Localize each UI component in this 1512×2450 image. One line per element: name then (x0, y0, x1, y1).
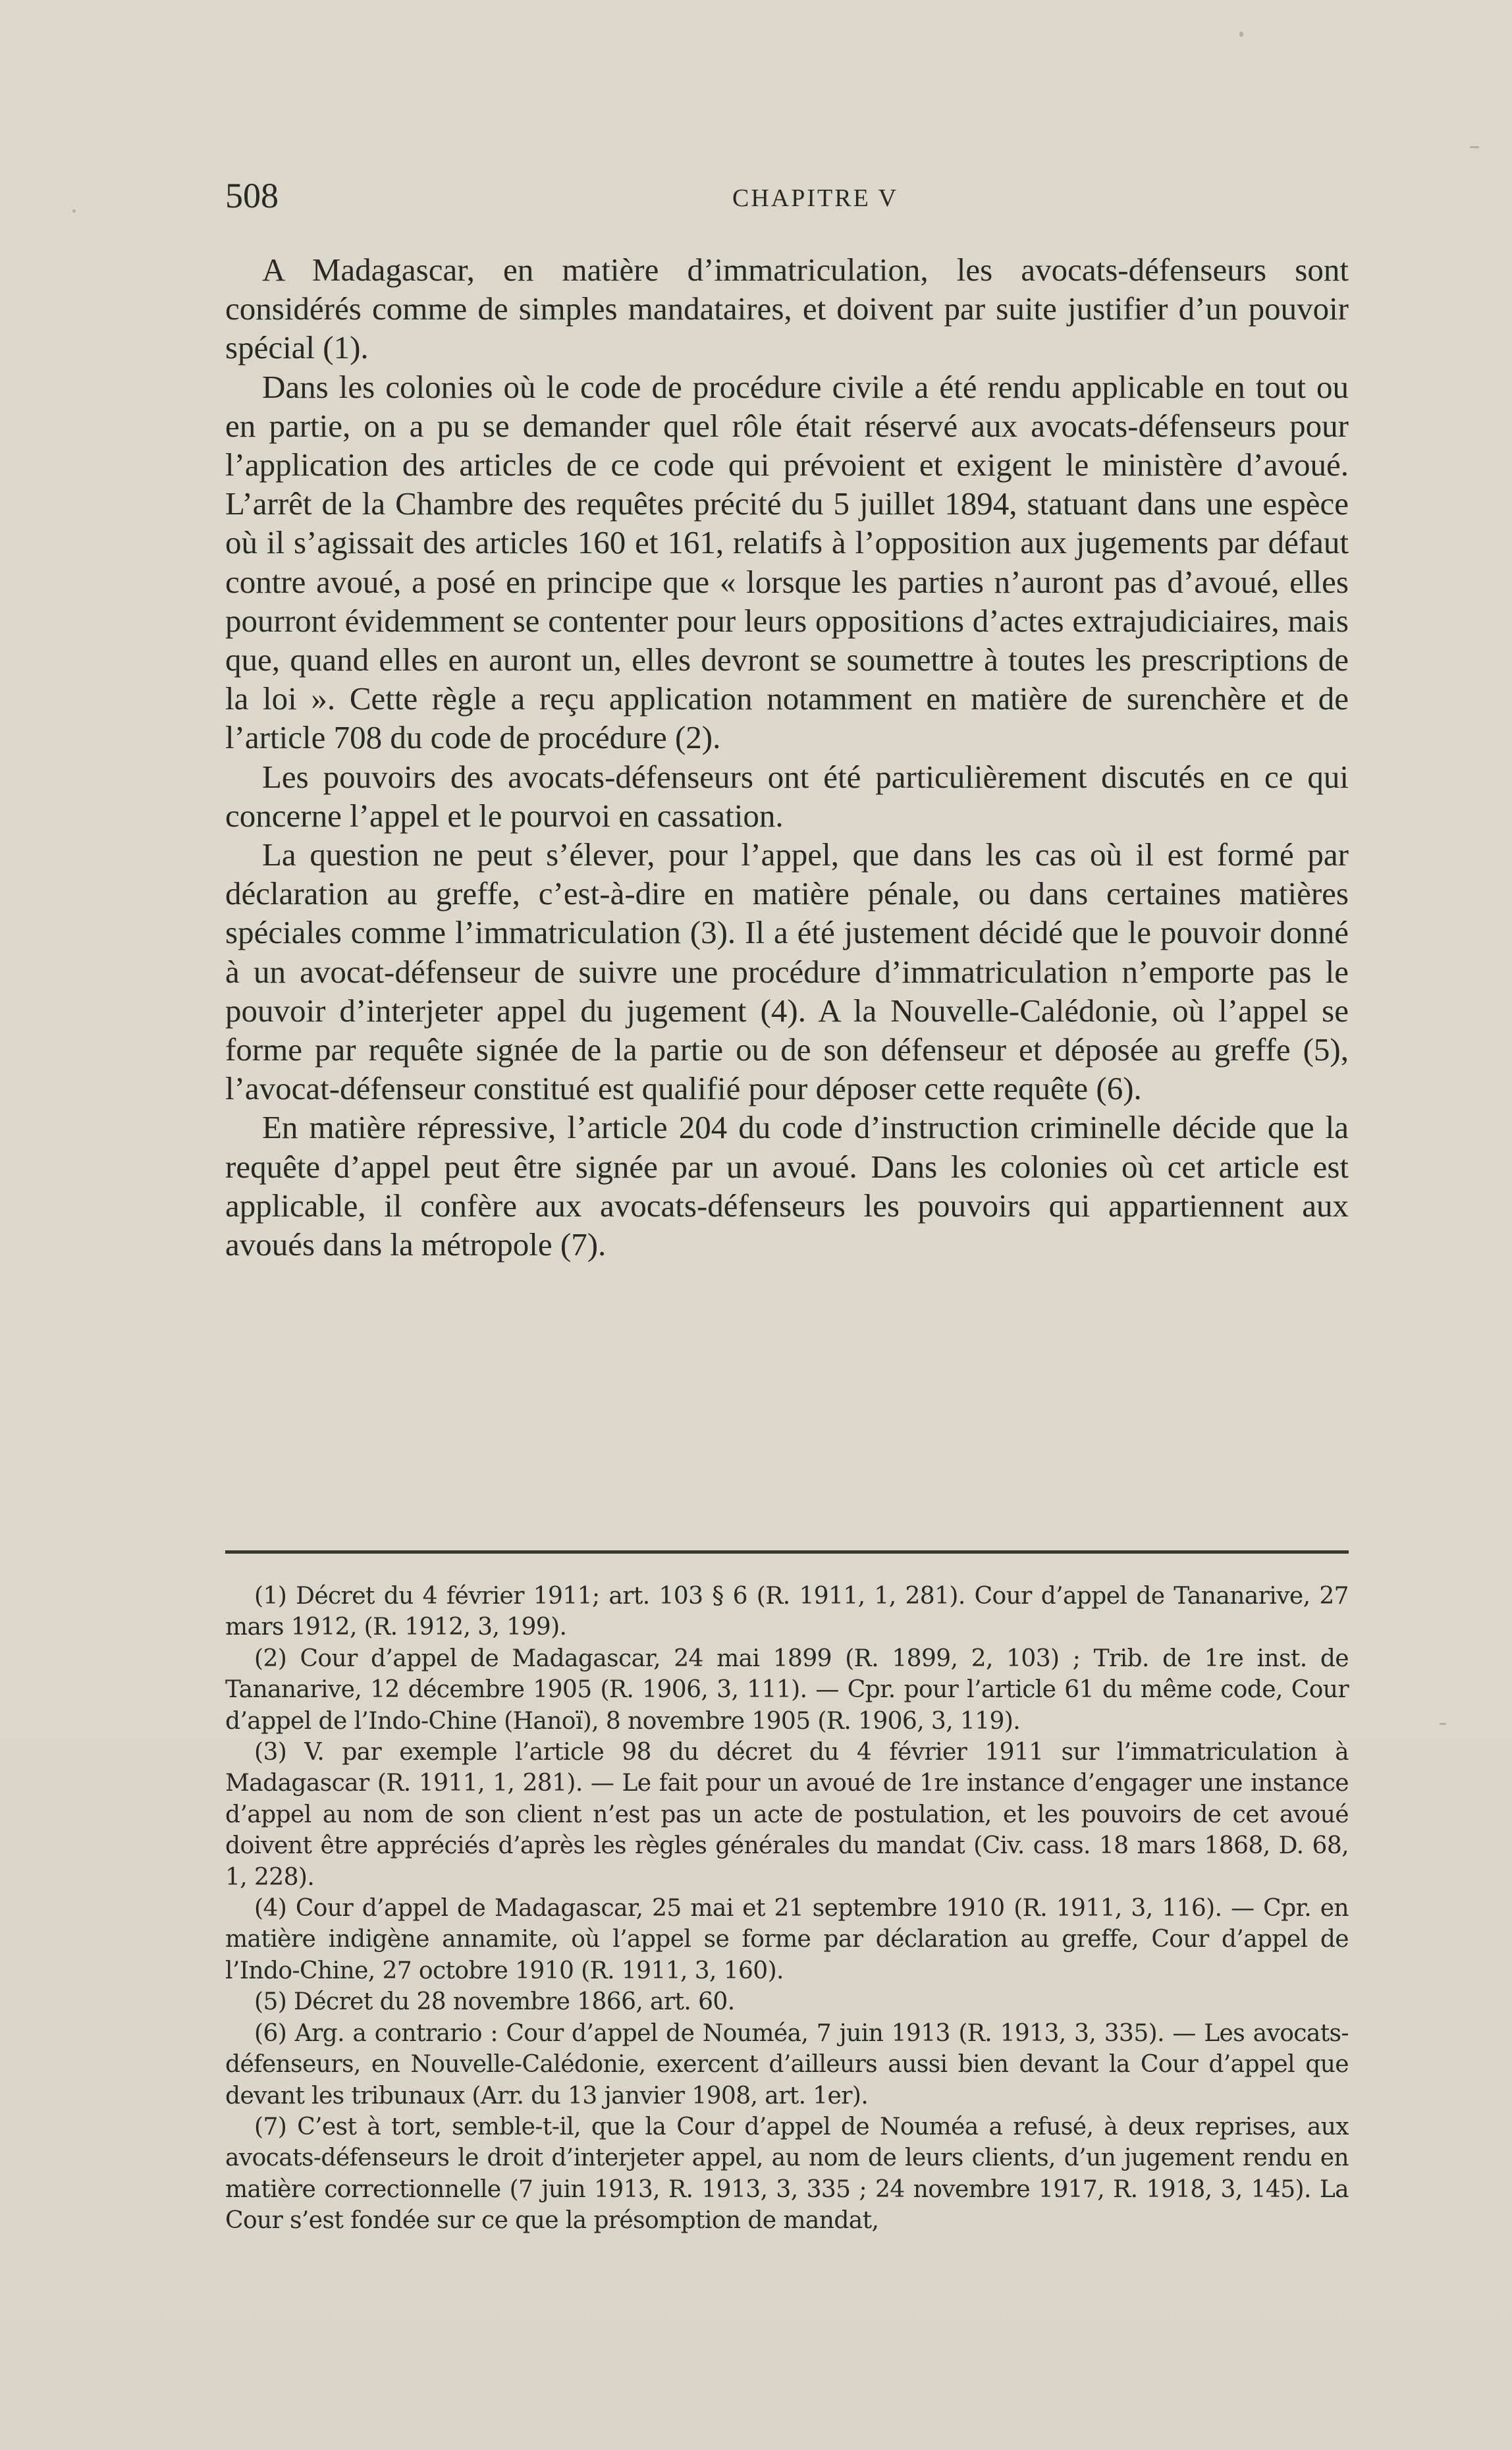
footnote-3: (3) V. par exemple l’article 98 du décret du 4 février 1911 sur l’immatriculation à Madagascar (R. 1911, 1, 281). — Le fait pour un avoué de 1re instance d’engager une instance d’appel au nom de son client n’est pas un acte de postulation, et les pouvoirs de cet avoué doivent être appréciés d’après les règles générales du mandat (Civ. cass. 18 mars 1868, D. 68, 1, 228). (225, 1739, 1349, 1891)
footnote-1: (1) Décret du 4 février 1911; art. 103 § 6 (R. 1911, 1, 281). Cour d’appel de Tananarive, 27 mars 1912, (R. 1912, 3, 199). (225, 1583, 1349, 1641)
paragraph: Les pouvoirs des avocats-défenseurs ont été particulièrement discutés en ce qui concerne l’appel et le pourvoi en cassation. (225, 758, 1349, 834)
page-number: 508 (225, 176, 279, 215)
paper-speck (72, 209, 76, 213)
paragraph: A Madagascar, en matière d’immatriculation, les avocats-défenseurs sont considérés comme de simples mandataires, et doivent par suite justifier d’un pouvoir spécial (1). (225, 252, 1349, 366)
footnote-6: (6) Arg. a contrario : Cour d’appel de Nouméa, 7 juin 1913 (R. 1913, 3, 335). — Les avocats-défenseurs, en Nouvelle-Calédonie, exercent d’ailleurs aussi bien devant la Cour d’appel que devant les tribunaux (Arr. du 13 janvier 1908, art. 1er). (225, 2019, 1349, 2110)
footnotes (225, 1581, 1349, 2237)
footnote-7: (7) C’est à tort, semble-t-il, que la Cour d’appel de Nouméa a refusé, à deux reprises, aux avocats-défenseurs le droit d’interjeter appel, au nom de leurs clients, d’un jugement rendu en matière correctionnelle (7 juin 1913, R. 1913, 3, 335 ; 24 novembre 1917, R. 1918, 3, 145). La Cour s’est fondée sur ce que la présomption de mandat, (225, 2113, 1349, 2235)
footnote-4: (4) Cour d’appel de Madagascar, 25 mai et 21 septembre 1910 (R. 1911, 3, 116). — Cpr. en matière indigène annamite, où l’appel se forme par déclaration au greffe, Cour d’appel de l’Indo-Chine, 27 octobre 1910 (R. 1911, 3, 160). (225, 1895, 1349, 1984)
footnote-divider (225, 1550, 1349, 1554)
paper-speck (1239, 32, 1243, 37)
footnote-5: (5) Décret du 28 novembre 1866, art. 60. (254, 1988, 735, 2016)
main-text (225, 250, 1349, 1264)
paragraph: La question ne peut s’élever, pour l’appel, que dans les cas où il est formé par déclaration au greffe, c’est-à-dire en matière pénale, ou dans certaines matières spéciales comme l’immatriculation (3). Il a été justement décidé que le pouvoir donné à un avocat-défenseur de suivre une procédure d’immatriculation n’emporte pas le pouvoir d’interjeter appel du jugement (4). A la Nouvelle-Calédonie, où l’appel se forme par requête signée de la partie ou de son défenseur et déposée au greffe (5), l’avocat-défenseur constitué est qualifié pour déposer cette requête (6). (225, 836, 1349, 1107)
page-header (225, 173, 1349, 219)
footnote-2: (2) Cour d’appel de Madagascar, 24 mai 1899 (R. 1899, 2, 103) ; Trib. de 1re inst. de Tananarive, 12 décembre 1905 (R. 1906, 3, 111). — Cpr. pour l’article 61 du même code, Cour d’appel de l’Indo-Chine (Hanoï), 8 novembre 1905 (R. 1906, 3, 119). (225, 1645, 1349, 1735)
running-head: CHAPITRE V (732, 184, 899, 212)
paragraph: En matière répressive, l’article 204 du code d’instruction criminelle décide que la requête d’appel peut être signée par un avoué. Dans les colonies où cet article est applicable, il confère aux avocats-défenseurs les pouvoirs qui appartiennent aux avoués dans la métropole (7). (225, 1109, 1349, 1263)
paragraph: Dans les colonies où le code de procédure civile a été rendu applicable en tout ou en partie, on a pu se demander quel rôle était réservé aux avocats-défenseurs pour l’application des articles de ce code qui prévoient et exigent le ministère d’avoué. L’arrêt de la Chambre des requêtes précité du 5 juillet 1894, statuant dans une espèce où il s’agissait des articles 160 et 161, relatifs à l’opposition aux jugements par défaut contre avoué, a posé en principe que « lorsque les parties n’auront pas d’avoué, elles pourront évidemment se contenter pour leurs oppositions d’actes extrajudiciaires, mais que, quand elles en auront un, elles devront se soumettre à toutes les prescriptions de la loi ». Cette règle a reçu application notamment en matière de surenchère et de l’article 708 du code de procédure (2). (225, 368, 1349, 756)
paper-speck (1440, 1723, 1446, 1725)
paper-speck (1470, 146, 1479, 148)
